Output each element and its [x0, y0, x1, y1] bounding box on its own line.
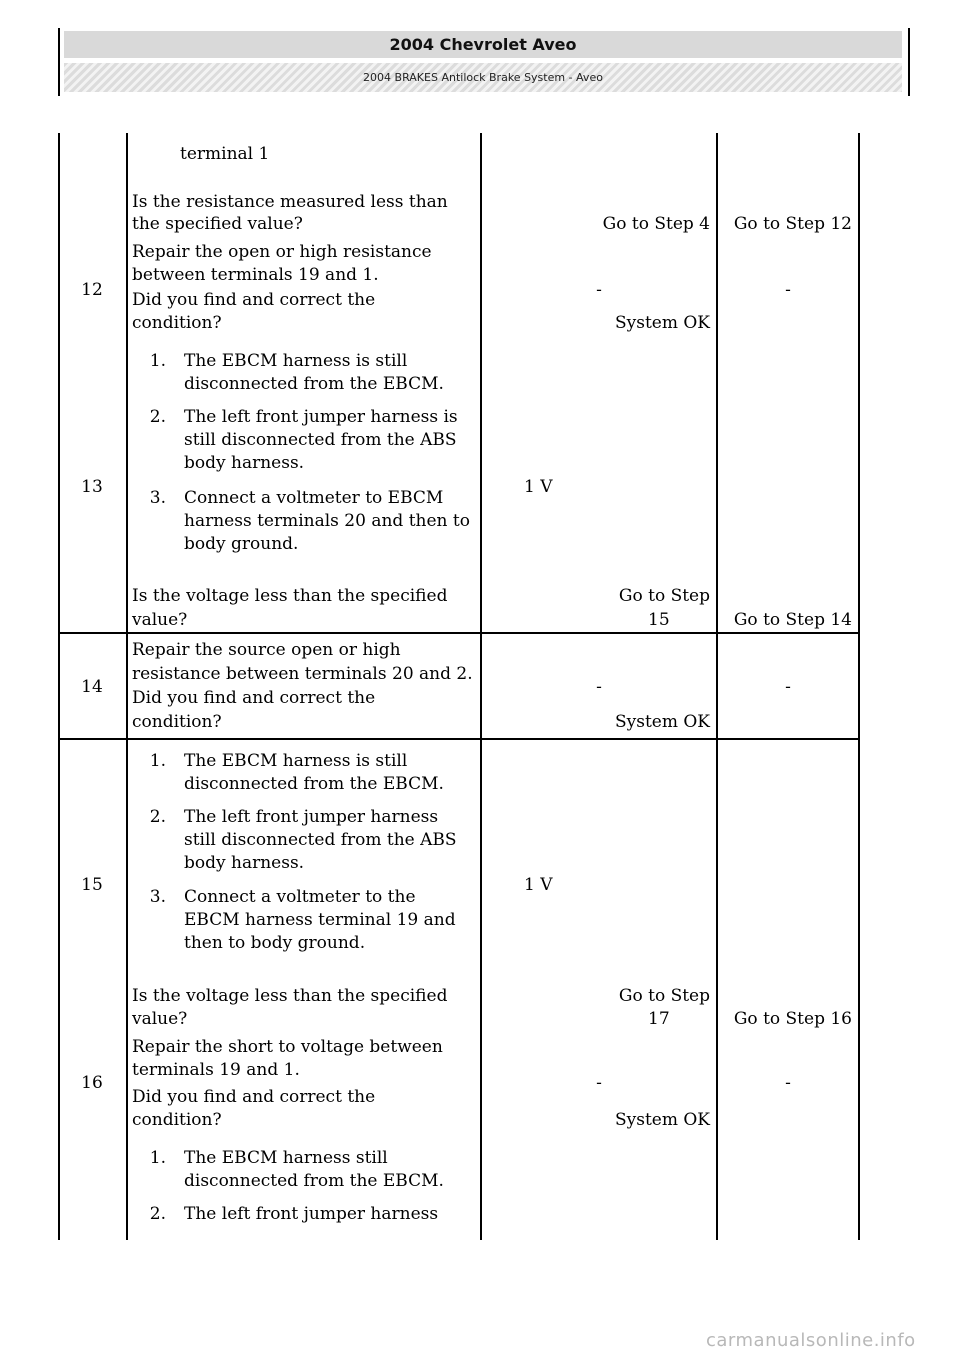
row12-action-line2: between terminals 19 and 1.: [132, 265, 379, 285]
row15-question-line1: Is the voltage less than the specified: [132, 986, 448, 1006]
row15-step-number: 15: [81, 875, 103, 895]
row14-action-line4: condition?: [132, 712, 222, 732]
row12-continuation: terminal 1: [180, 144, 270, 164]
row15-no-result: Go to Step 16: [733, 1009, 852, 1029]
row16-value: -: [596, 1073, 602, 1093]
row13-yes-result-line2: 15: [648, 610, 670, 630]
document-subtitle: 2004 BRAKES Antilock Brake System - Aveo: [64, 63, 902, 92]
row14-action-line1: Repair the source open or high: [132, 640, 401, 660]
row-divider-14-15: [58, 738, 860, 740]
row13-no-result: Go to Step 14: [733, 610, 852, 630]
row12-value: -: [596, 280, 602, 300]
row12-action-line3: Did you find and correct the: [132, 290, 376, 310]
row12-question-line2: the specified value?: [132, 214, 303, 234]
row15-yes-result-line1: Go to Step: [618, 986, 710, 1006]
row15-yes-result-line2: 17: [648, 1009, 670, 1029]
diagnostic-table: terminal 1 Is the resistance measured less than the specified value? Go to Step 4 Go to Step 12 Repair the open or high resistance between terminals 19 and 1. 12 - - Did you find and correct the condition? System OK 1. The EBCM harness is still disconnected from the EBCM. 2. The left front jumper harness is still disconnected from the ABS body harness. 13 1 V 3. Connect a voltmeter to EBCM harness terminals 20 and then to body ground. Is the voltage less than the specified Go to Step value? 15 Go to Step 14 Repair the source open or high resistance between terminals 20 and 2. 14 - - Did you find and correct the condition? System OK 1. The EBCM harness is still disconnected from the EBCM. 2. The left front jumper harness still disconnected from the ABS body harness. 15 1 V 3. Connect a voltmeter to the EBCM harness terminal 19 and then to body ground. Is the voltage less than the specified Go to Step value? 17 Go to Step 16 Repair the short to voltage between terminals 19 and 1. 16 - - Did you find and correct the condition? System OK 1. The EBCM harness still disconnected from the EBCM. 2. The left front jumper harness: [58, 133, 860, 1240]
row14-value: -: [596, 677, 602, 697]
table-border-right: [858, 133, 860, 1240]
row15-value: 1 V: [524, 875, 553, 895]
row16-action-line1: Repair the short to voltage between: [132, 1037, 443, 1057]
row12-question-line1: Is the resistance measured less than: [132, 192, 448, 212]
row14-action-line3: Did you find and correct the: [132, 688, 376, 708]
row15-question-line2: value?: [132, 1009, 188, 1029]
row12-yes-result-2: System OK: [614, 313, 710, 333]
row16-action-line4: condition?: [132, 1110, 222, 1130]
row12-no-result-2: -: [785, 280, 791, 300]
row16-step-number: 16: [81, 1073, 103, 1093]
row12-step-number: 12: [81, 280, 103, 300]
column-divider-step: [126, 133, 128, 1240]
row16-action-line2: terminals 19 and 1.: [132, 1060, 300, 1080]
watermark: carmanualsonline.info: [706, 1330, 916, 1351]
row13-question-line1: Is the voltage less than the specified: [132, 586, 448, 606]
row12-yes-result: Go to Step 4: [602, 214, 710, 234]
row16-action-line3: Did you find and correct the: [132, 1087, 376, 1107]
row12-no-result: Go to Step 12: [733, 214, 852, 234]
row14-step-number: 14: [81, 677, 103, 697]
document-title: 2004 Chevrolet Aveo: [64, 31, 902, 58]
row13-step-number: 13: [81, 477, 103, 497]
row12-action-line4: condition?: [132, 313, 222, 333]
row13-value: 1 V: [524, 477, 553, 497]
row14-action-line2: resistance between terminals 20 and 2.: [132, 664, 473, 684]
row12-action-line1: Repair the open or high resistance: [132, 242, 432, 262]
row13-yes-result-line1: Go to Step: [618, 586, 710, 606]
row16-yes-result: System OK: [614, 1110, 710, 1130]
row14-yes-result: System OK: [614, 712, 710, 732]
row-divider-13-14: [58, 632, 860, 634]
row13-question-line2: value?: [132, 610, 188, 630]
row16-no-result: -: [785, 1073, 791, 1093]
row14-no-result: -: [785, 677, 791, 697]
